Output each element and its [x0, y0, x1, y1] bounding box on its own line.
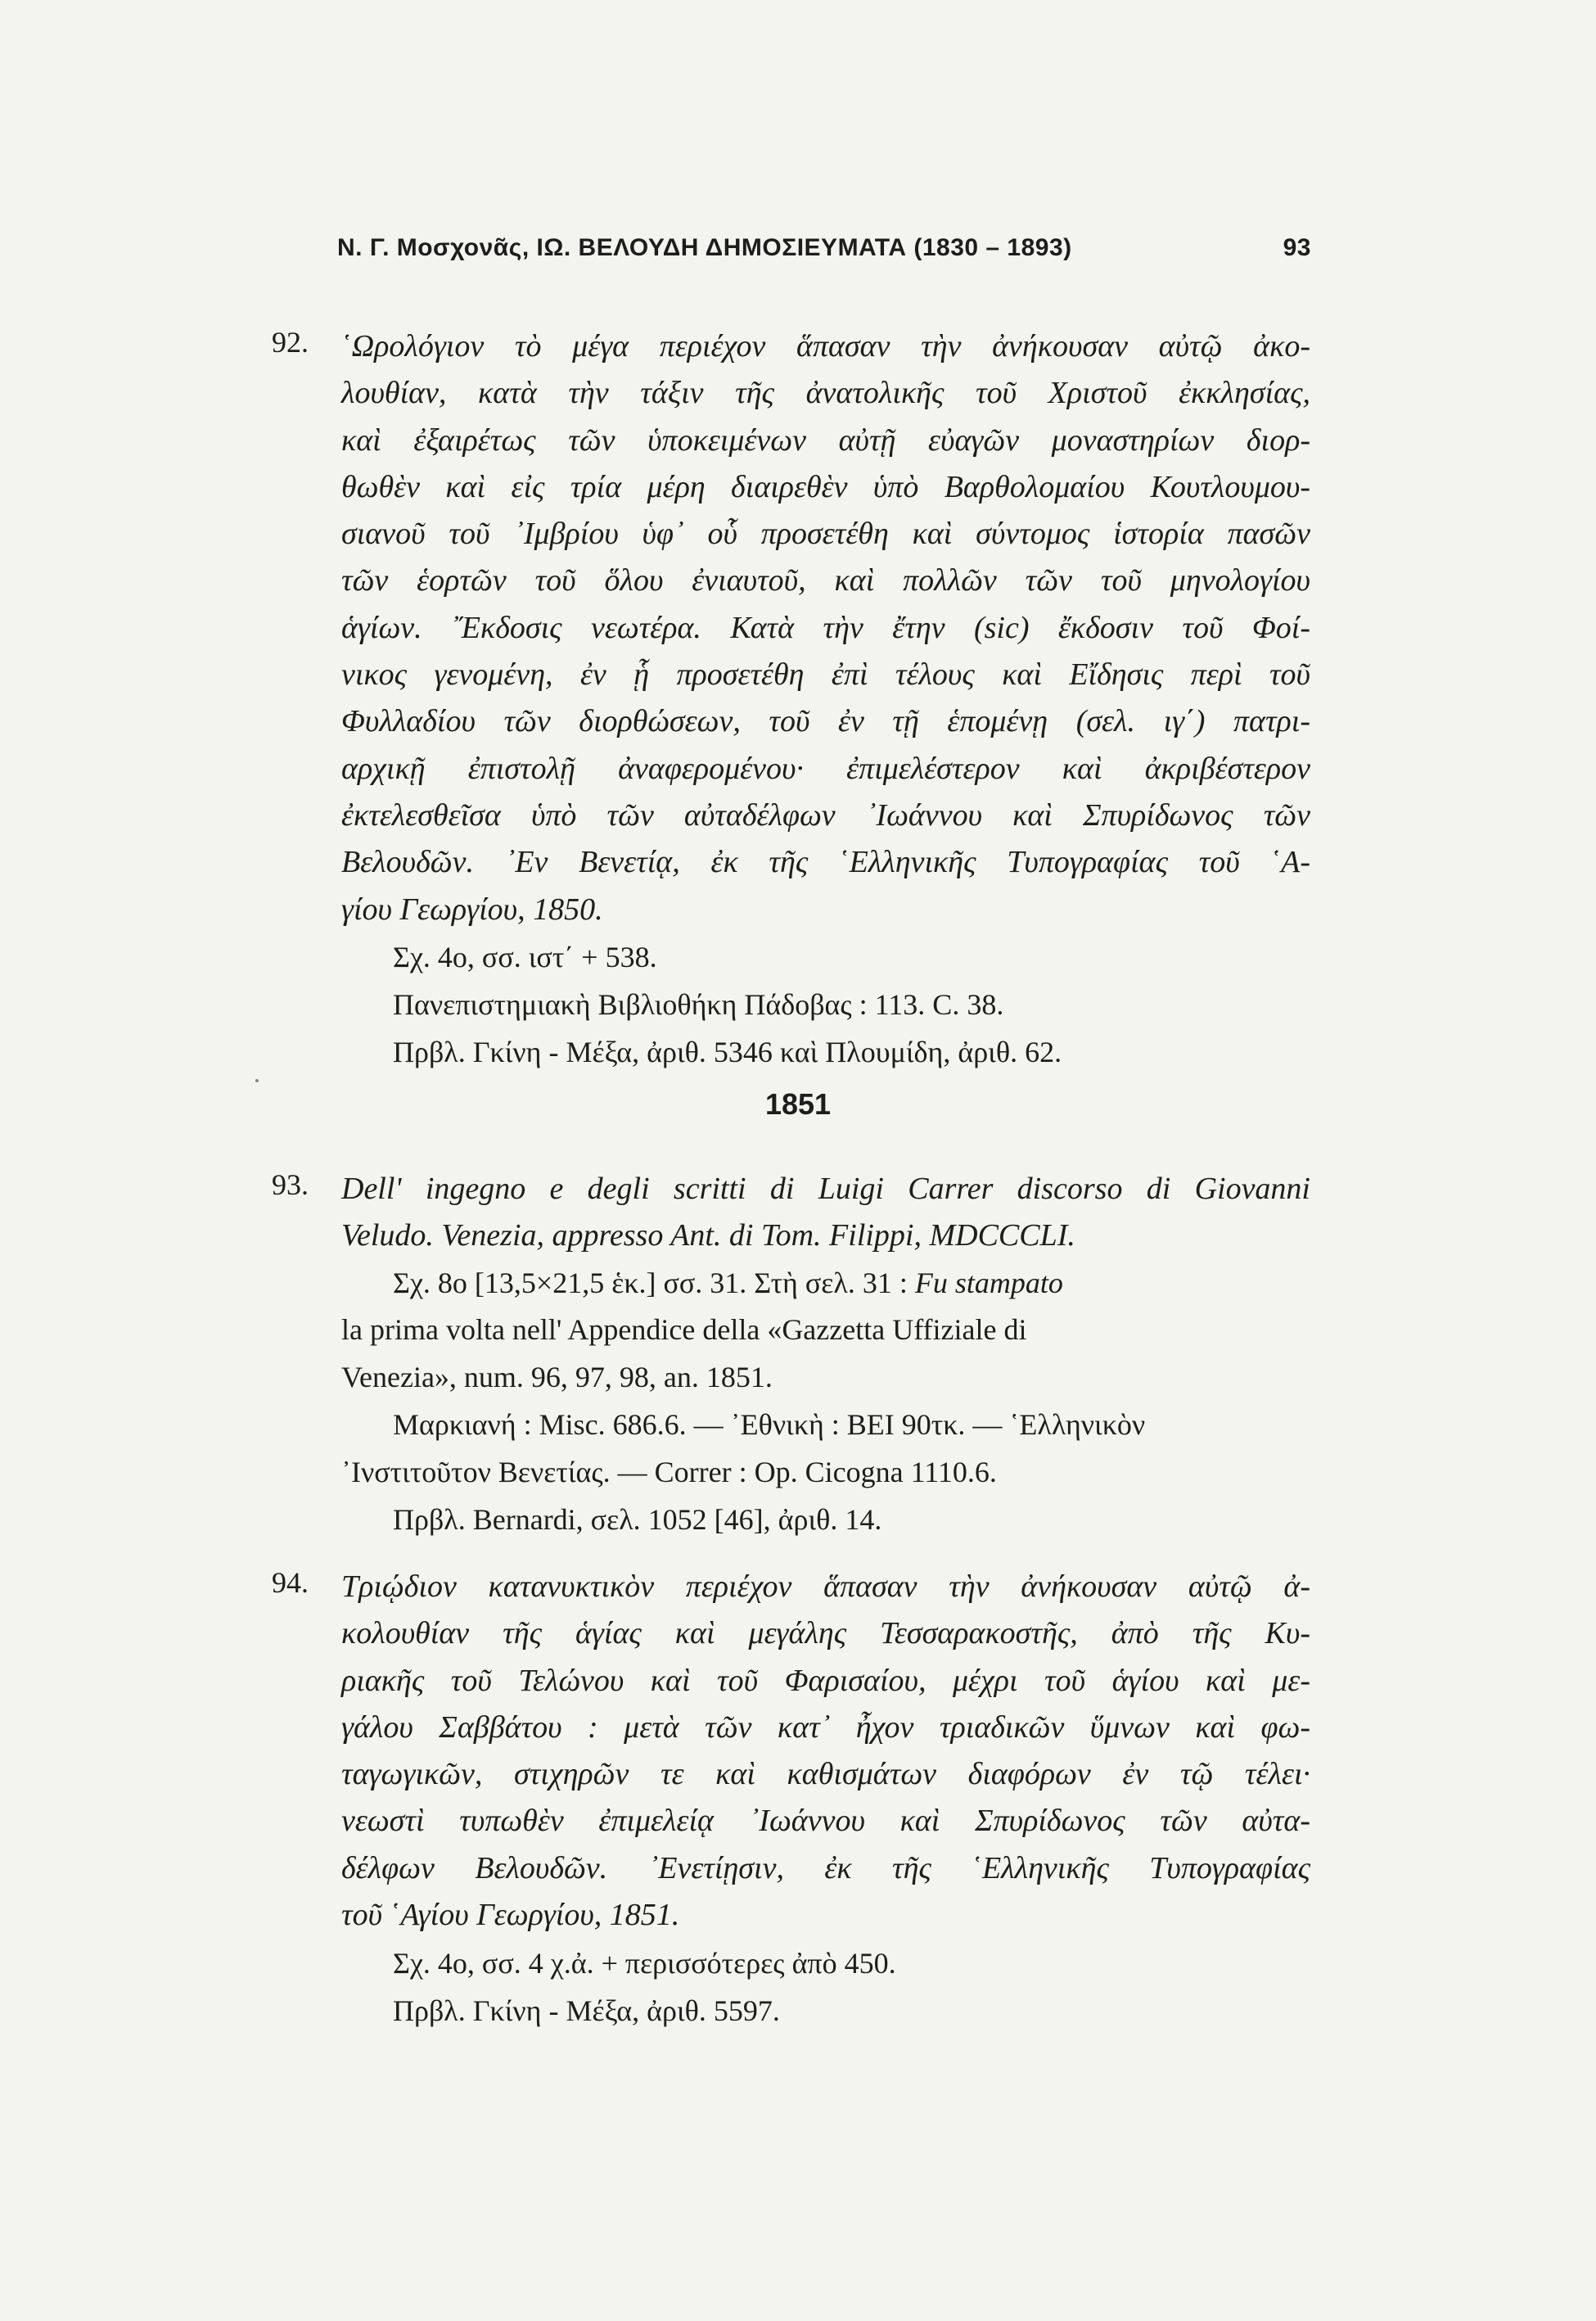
- format-note: Σχ. 4ο, σσ. 4 χ.ἀ. + περισσότερες ἀπὸ 450.: [393, 1947, 896, 1980]
- entry-title: [341, 323, 1310, 933]
- title-line: ἁγίων. ῎Εκδοσις νεωτέρα. Κατὰ τὴν ἔτην (sic) ἔκδοσιν τοῦ Φοί-: [341, 610, 1310, 645]
- entry-number: 93.: [272, 1168, 309, 1201]
- title-line: σιανοῦ τοῦ ᾽Ιμβρίου ὑφ᾽ οὗ προσετέθη καὶ σύντομος ἱστορία πασῶν: [341, 517, 1310, 552]
- format-note: Σχ. 4ο, σσ. ιστ΄ + 538.: [393, 941, 657, 973]
- entry-number: 92.: [272, 326, 309, 359]
- print-fleck: [255, 1079, 259, 1082]
- format-note-continued: la prima volta nell' Appendice della «Gazzetta Uffiziale di: [341, 1313, 1027, 1346]
- entry-number: 94.: [272, 1566, 309, 1599]
- library-location: Πανεπιστημιακὴ Βιβλιοθήκη Πάδοβας : 113. C. 38.: [393, 988, 1004, 1021]
- title-line: ριακῆς τοῦ Τελώνου καὶ τοῦ Φαρισαίου, μέχρι τοῦ ἁγίου καὶ με-: [341, 1663, 1310, 1698]
- title-line: τῶν ἑορτῶν τοῦ ὅλου ἐνιαυτοῦ, καὶ πολλῶν τῶν τοῦ μηνολογίου: [341, 563, 1310, 598]
- title-line: δέλφων Βελουδῶν. ᾽Ενετίῃσιν, ἐκ τῆς ῾Ελληνικῆς Τυπογραφίας: [341, 1850, 1310, 1885]
- compare-note: Πρβλ. Γκίνη - Μέξα, ἀριθ. 5597.: [393, 1994, 780, 2027]
- title-line: τοῦ ῾Αγίου Γεωργίου, 1851.: [341, 1898, 680, 1933]
- compare-note: Πρβλ. Γκίνη - Μέξα, ἀριθ. 5346 καὶ Πλουμίδη, ἀριθ. 62.: [393, 1036, 1062, 1068]
- title-line: ἐκτελεσθεῖσα ὑπὸ τῶν αὐταδέλφων ᾽Ιωάννου καὶ Σπυρίδωνος τῶν: [341, 797, 1310, 833]
- format-text: Σχ. 8ο [13,5×21,5 ἑκ.] σσ. 31. Στὴ σελ. 31 :: [393, 1267, 908, 1299]
- title-line: ῾Ωρολόγιον τὸ μέγα περιέχον ἅπασαν τὴν ἀνήκουσαν αὐτῷ ἀκο-: [341, 329, 1310, 364]
- title-line: αρχικῇ ἐπιστολῇ ἀναφερομένου· ἐπιμελέστερον καὶ ἀκριβέστερον: [341, 751, 1310, 786]
- title-line: γίου Γεωργίου, 1850.: [341, 892, 603, 927]
- library-locations: Μαρκιανή : Misc. 686.6. — ᾽Εθνικὴ : ΒΕΙ 90τκ. — ῾Ελληνικὸν: [393, 1408, 1146, 1441]
- title-line: Dell' ingegno e degli scritti di Luigi Carrer discorso di Giovanni: [341, 1172, 1310, 1206]
- entry-title: [341, 1166, 1310, 1260]
- header-title: Ν. Γ. Μοσχονᾶς, ΙΩ. ΒΕΛΟΥΔΗ ΔΗΜΟΣΙΕΥΜΑΤΑ (1830 – 1893): [337, 234, 1072, 261]
- title-line: Φυλλαδίου τῶν διορθώσεων, τοῦ ἐν τῇ ἑπομένῃ (σελ. ιγ΄) πατρι-: [341, 704, 1310, 739]
- title-line: λουθίαν, κατὰ τὴν τάξιν τῆς ἀνατολικῆς τοῦ Χριστοῦ ἐκκλησίας,: [341, 376, 1310, 411]
- page-number: 93: [1283, 234, 1311, 261]
- title-line: θωθὲν καὶ εἰς τρία μέρη διαιρεθὲν ὑπὸ Βαρθολομαίου Κουτλουμου-: [341, 469, 1310, 504]
- title-line: Veludo. Venezia, appresso Ant. di Tom. Filippi, MDCCCLI.: [341, 1218, 1075, 1253]
- entry-title: [341, 1564, 1310, 1939]
- title-line: νικος γενομένη, ἐν ᾗ προσετέθη ἐπὶ τέλους καὶ Εἴδησις περὶ τοῦ: [341, 657, 1310, 693]
- title-line: Βελουδῶν. ᾽Εν Βενετίᾳ, ἐκ τῆς ῾Ελληνικῆς Τυπογραφίας τοῦ ῾Α-: [341, 845, 1310, 880]
- year-heading: 1851: [764, 1087, 832, 1121]
- running-header: [337, 234, 1311, 262]
- format-note-continued: Venezia», num. 96, 97, 98, an. 1851.: [341, 1361, 773, 1393]
- title-line: νεωστὶ τυπωθὲν ἐπιμελείᾳ ᾽Ιωάννου καὶ Σπυρίδωνος τῶν αὐτα-: [341, 1804, 1310, 1839]
- format-note: [393, 1260, 1310, 1307]
- format-italic-text: Fu stampato: [914, 1267, 1063, 1299]
- compare-note: Πρβλ. Bernardi, σελ. 1052 [46], ἀριθ. 14.: [393, 1503, 882, 1536]
- library-locations-continued: ᾽Ινστιτοῦτον Βενετίας. — Correr : Op. Cicogna 1110.6.: [341, 1456, 997, 1488]
- title-line: ταγωγικῶν, στιχηρῶν τε καὶ καθισμάτων διαφόρων ἐν τῷ τέλει·: [341, 1757, 1310, 1792]
- title-line: Τριῴδιον κατανυκτικὸν περιέχον ἅπασαν τὴν ἀνήκουσαν αὐτῷ ἀ-: [341, 1569, 1310, 1604]
- title-line: κολουθίαν τῆς ἁγίας καὶ μεγάλης Τεσσαρακοστῆς, ἀπὸ τῆς Κυ-: [341, 1616, 1310, 1651]
- title-line: γάλου Σαββάτου : μετὰ τῶν κατ᾽ ἦχον τριαδικῶν ὕμνων καὶ φω-: [341, 1709, 1310, 1745]
- title-line: καὶ ἐξαιρέτως τῶν ὑποκειμένων αὐτῇ εὐαγῶν μοναστηρίων διορ-: [341, 422, 1310, 458]
